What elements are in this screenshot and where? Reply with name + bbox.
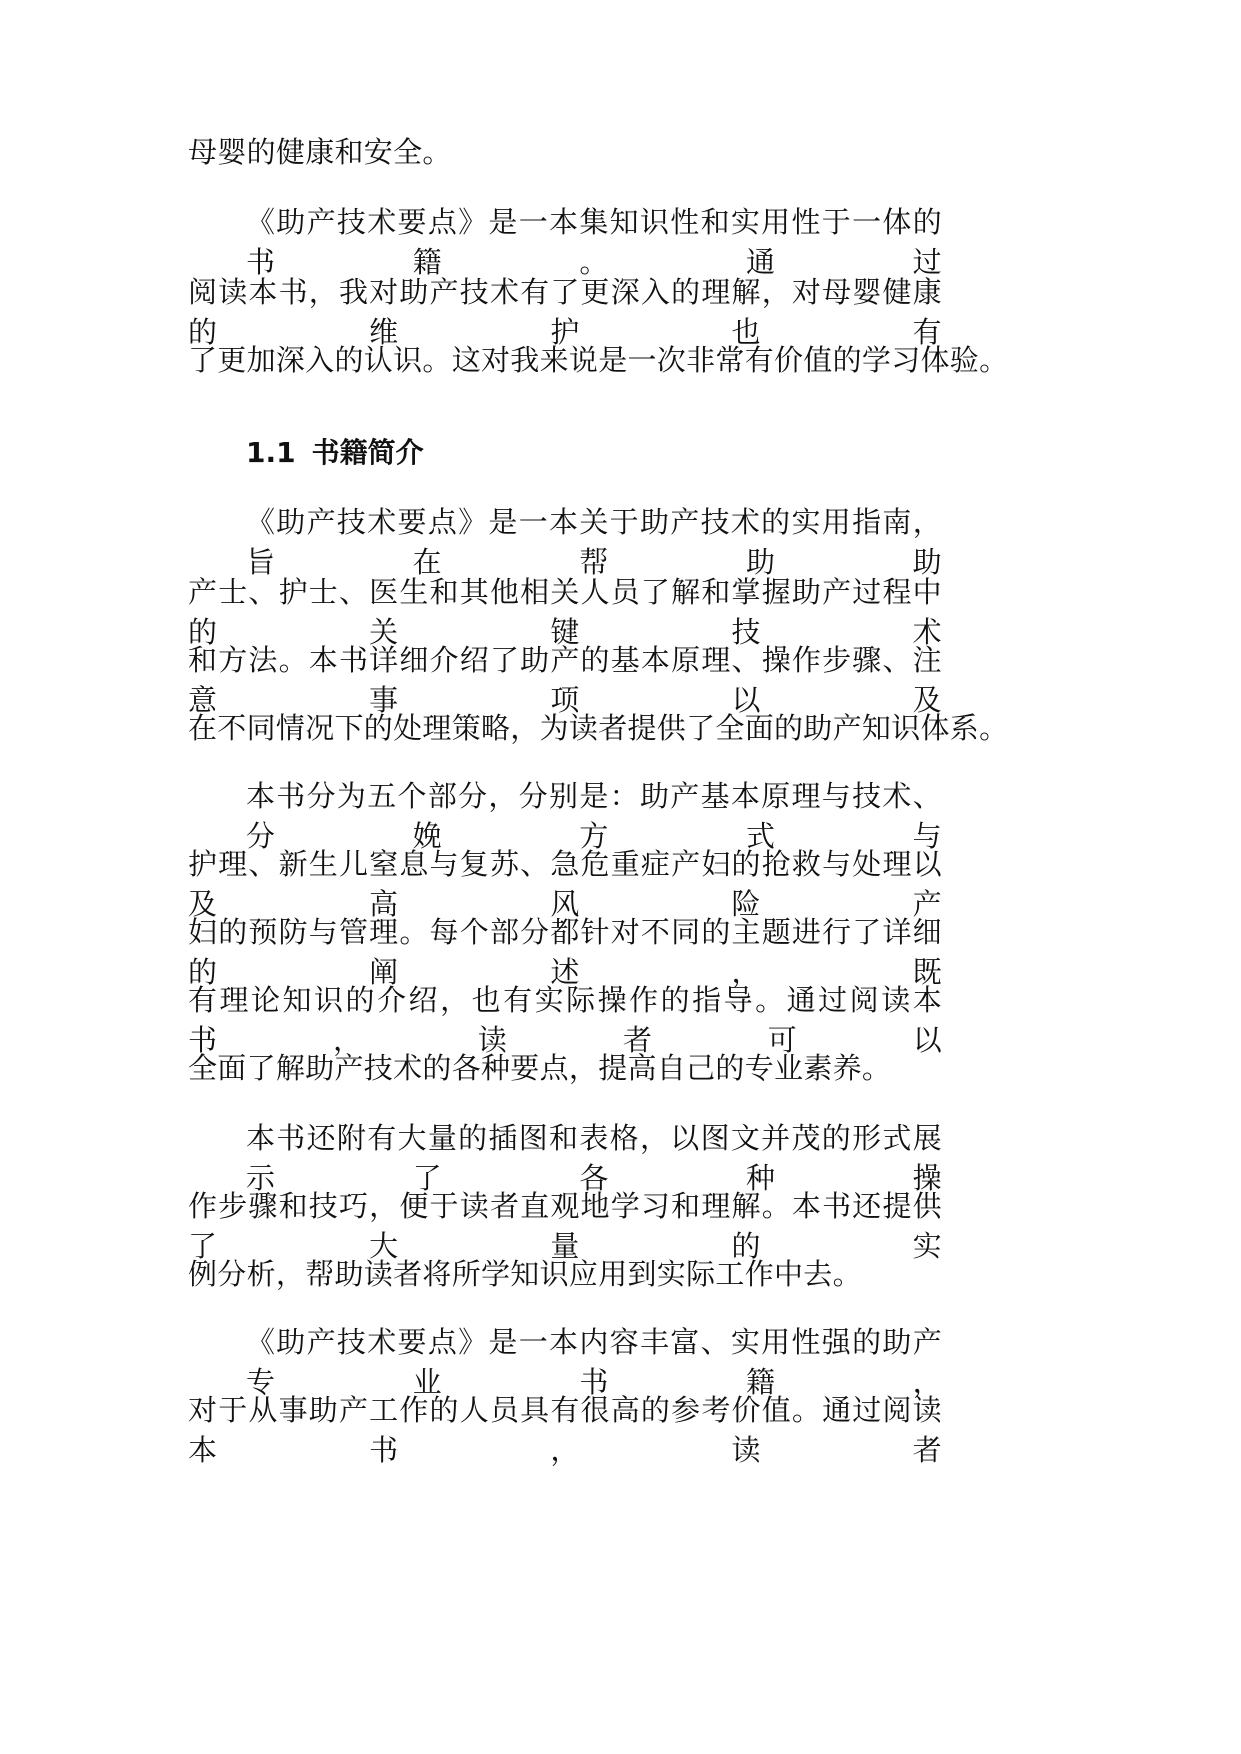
section-heading [246,433,424,473]
text-line: 阅读本书，我对助产技术有了更深入的理解，对母婴健康的维护也有 [188,275,942,349]
text-line: 本书分为五个部分，分别是：助产基本原理与技术、分娩方式与 [246,779,942,853]
text-line: 《助产技术要点》是一本集知识性和实用性于一体的书籍。通过 [246,205,942,279]
text-line: 产士、护士、医生和其他相关人员了解和掌握助产过程中的关键技术 [188,575,942,649]
text-line: 《助产技术要点》是一本内容丰富、实用性强的助产专业书籍， [246,1325,942,1399]
text-line: 作步骤和技巧，便于读者直观地学习和理解。本书还提供了大量的实 [188,1189,942,1263]
text-line: 护理、新生儿窒息与复苏、急危重症产妇的抢救与处理以及高风险产 [188,847,942,921]
section-title: 书籍简介 [311,436,424,469]
text-line: 全面了解助产技术的各种要点，提高自己的专业素养。 [188,1051,892,1085]
text-line: 妇的预防与管理。每个部分都针对不同的主题进行了详细的阐述，既 [188,915,942,989]
text-line: 有理论知识的介绍，也有实际操作的指导。通过阅读本书，读者可以 [188,983,942,1057]
text-line: 《助产技术要点》是一本关于助产技术的实用指南，旨在帮助助 [246,505,942,579]
text-line: 了更加深入的认识。这对我来说是一次非常有价值的学习体验。 [188,343,1009,377]
text-line: 母婴的健康和安全。 [188,135,452,169]
text-line: 本书还附有大量的插图和表格，以图文并茂的形式展示了各种操 [246,1121,942,1195]
text-line: 例分析，帮助读者将所学知识应用到实际工作中去。 [188,1257,862,1291]
section-number: 1.1 [246,436,296,469]
text-line: 在不同情况下的处理策略，为读者提供了全面的助产知识体系。 [188,711,1009,745]
text-line: 对于从事助产工作的人员具有很高的参考价值。通过阅读本书，读者 [188,1393,942,1467]
text-line: 和方法。本书详细介绍了助产的基本原理、操作步骤、注意事项以及 [188,643,942,717]
